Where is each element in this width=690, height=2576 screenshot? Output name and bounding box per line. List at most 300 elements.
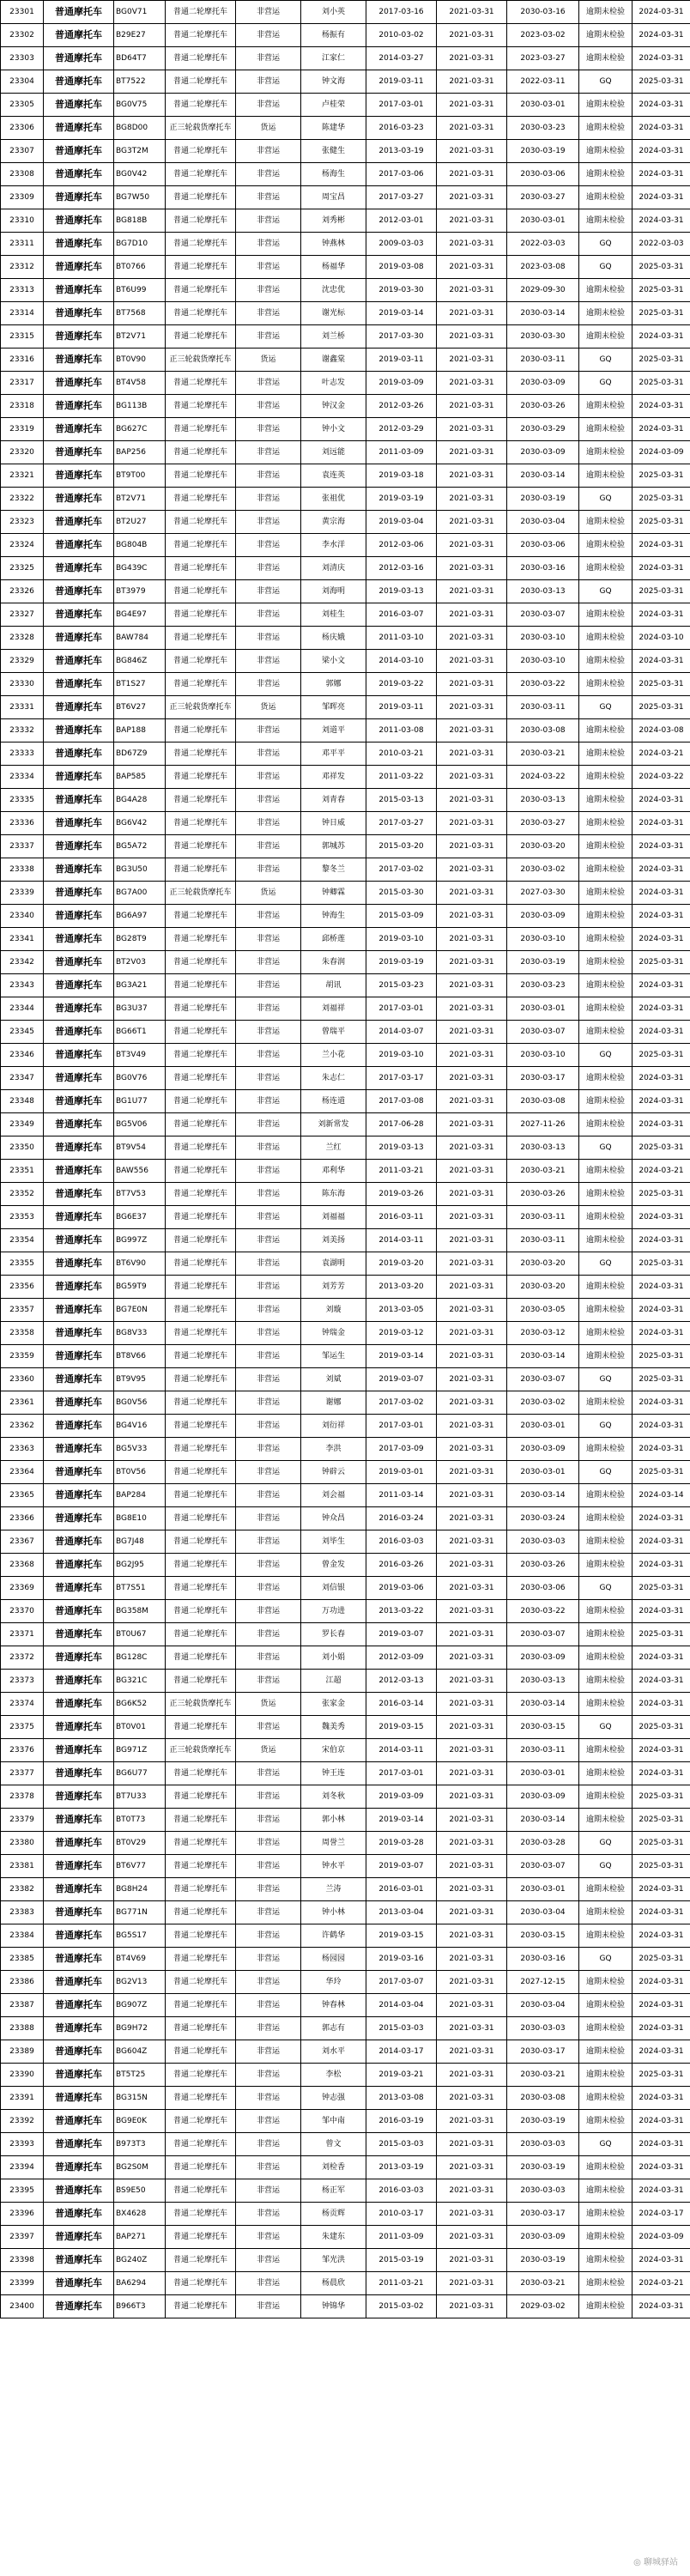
vehicle-model-cell: 普通二轮摩托车 (166, 209, 236, 233)
inspection-date-cell: 2030-03-14 (507, 302, 579, 325)
table-row (1, 997, 690, 1021)
vehicle-type-cell: 普通摩托车 (44, 2040, 114, 2064)
plate-number-cell: BAP585 (114, 766, 166, 789)
deadline-date-cell: 2024-03-31 (632, 1507, 690, 1530)
vehicle-model-cell: 普通二轮摩托车 (166, 1507, 236, 1530)
vehicle-type-cell: 普通摩托车 (44, 372, 114, 395)
table-row (1, 349, 690, 372)
table-row (1, 1415, 690, 1438)
inspection-date-cell: 2030-03-12 (507, 1322, 579, 1345)
status-cell: GQ (579, 696, 632, 719)
owner-name-cell: 杨园园 (301, 1948, 366, 1971)
scrap-date-cell: 2021-03-31 (437, 464, 507, 488)
status-cell: 逾期未检验 (579, 2064, 632, 2087)
table-row (1, 789, 690, 812)
vehicle-model-cell: 普通二轮摩托车 (166, 1438, 236, 1461)
inspection-date-cell: 2030-03-10 (507, 650, 579, 673)
row-number: 23385 (1, 1948, 44, 1971)
usage-nature-cell: 非营运 (236, 1670, 301, 1693)
owner-name-cell: 刘清庆 (301, 557, 366, 580)
table-row (1, 372, 690, 395)
vehicle-type-cell: 普通摩托车 (44, 1855, 114, 1878)
deadline-date-cell: 2025-03-31 (632, 1948, 690, 1971)
inspection-date-cell: 2030-03-21 (507, 742, 579, 766)
inspection-date-cell: 2030-03-06 (507, 534, 579, 557)
scrap-date-cell: 2021-03-31 (437, 580, 507, 603)
usage-nature-cell: 非营运 (236, 1855, 301, 1878)
table-row (1, 1600, 690, 1623)
registration-date-cell: 2019-03-12 (366, 1322, 437, 1345)
row-number: 23330 (1, 673, 44, 696)
vehicle-type-cell: 普通摩托车 (44, 1507, 114, 1530)
status-cell: 逾期未检验 (579, 1206, 632, 1229)
registration-date-cell: 2015-03-13 (366, 789, 437, 812)
status-cell: 逾期未检验 (579, 1924, 632, 1948)
row-number: 23373 (1, 1670, 44, 1693)
deadline-date-cell: 2025-03-31 (632, 1855, 690, 1878)
owner-name-cell: 钟卿霖 (301, 882, 366, 905)
deadline-date-cell: 2024-03-31 (632, 1600, 690, 1623)
usage-nature-cell: 非营运 (236, 974, 301, 997)
inspection-date-cell: 2030-03-08 (507, 2087, 579, 2110)
status-cell: 逾期未检验 (579, 94, 632, 117)
registration-date-cell: 2015-03-03 (366, 2133, 437, 2156)
table-row (1, 1021, 690, 1044)
row-number: 23383 (1, 1901, 44, 1924)
row-number: 23336 (1, 812, 44, 835)
vehicle-type-cell: 普通摩托车 (44, 163, 114, 186)
row-number: 23304 (1, 70, 44, 94)
plate-number-cell: BG4V16 (114, 1415, 166, 1438)
inspection-date-cell: 2030-03-01 (507, 209, 579, 233)
deadline-date-cell: 2024-03-31 (632, 186, 690, 209)
inspection-date-cell: 2030-03-14 (507, 1809, 579, 1832)
scrap-date-cell: 2021-03-31 (437, 256, 507, 279)
plate-number-cell: BG846Z (114, 650, 166, 673)
table-row (1, 511, 690, 534)
plate-number-cell: BG7J48 (114, 1530, 166, 1554)
status-cell: 逾期未检验 (579, 1183, 632, 1206)
plate-number-cell: BT6V77 (114, 1855, 166, 1878)
scrap-date-cell: 2021-03-31 (437, 186, 507, 209)
scrap-date-cell: 2021-03-31 (437, 233, 507, 256)
inspection-date-cell: 2030-03-03 (507, 2133, 579, 2156)
deadline-date-cell: 2024-03-31 (632, 650, 690, 673)
vehicle-type-cell: 普通摩托车 (44, 1878, 114, 1901)
status-cell: GQ (579, 349, 632, 372)
table-row (1, 1206, 690, 1229)
inspection-date-cell: 2030-03-17 (507, 2040, 579, 2064)
plate-number-cell: BG6V42 (114, 812, 166, 835)
usage-nature-cell: 非营运 (236, 233, 301, 256)
plate-number-cell: BG604Z (114, 2040, 166, 2064)
deadline-date-cell: 2025-03-31 (632, 1809, 690, 1832)
status-cell: 逾期未检验 (579, 2110, 632, 2133)
table-row (1, 488, 690, 511)
usage-nature-cell: 非营运 (236, 94, 301, 117)
plate-number-cell: BG113B (114, 395, 166, 418)
inspection-date-cell: 2030-03-09 (507, 1646, 579, 1670)
owner-name-cell: 朱志仁 (301, 1067, 366, 1090)
status-cell: 逾期未检验 (579, 2040, 632, 2064)
row-number: 23348 (1, 1090, 44, 1113)
plate-number-cell: BT2V71 (114, 488, 166, 511)
vehicle-model-cell: 普通二轮摩托车 (166, 557, 236, 580)
plate-number-cell: BT2U27 (114, 511, 166, 534)
deadline-date-cell: 2024-03-31 (632, 2156, 690, 2179)
usage-nature-cell: 非营运 (236, 1577, 301, 1600)
deadline-date-cell: 2024-03-31 (632, 2040, 690, 2064)
registration-date-cell: 2010-03-21 (366, 742, 437, 766)
vehicle-model-cell: 普通二轮摩托车 (166, 1415, 236, 1438)
vehicle-model-cell: 普通二轮摩托车 (166, 1368, 236, 1391)
table-row (1, 2133, 690, 2156)
inspection-date-cell: 2027-03-30 (507, 882, 579, 905)
vehicle-type-cell: 普通摩托车 (44, 766, 114, 789)
registration-date-cell: 2014-03-11 (366, 1739, 437, 1762)
usage-nature-cell: 非营运 (236, 418, 301, 441)
deadline-date-cell: 2024-03-31 (632, 997, 690, 1021)
usage-nature-cell: 货运 (236, 117, 301, 140)
registration-date-cell: 2019-03-13 (366, 1136, 437, 1160)
vehicle-model-cell: 正三轮载货摩托车 (166, 117, 236, 140)
scrap-date-cell: 2021-03-31 (437, 1739, 507, 1762)
status-cell: 逾期未检验 (579, 1299, 632, 1322)
status-cell: 逾期未检验 (579, 1345, 632, 1368)
table-row (1, 2203, 690, 2226)
row-number: 23390 (1, 2064, 44, 2087)
inspection-date-cell: 2030-03-21 (507, 1160, 579, 1183)
plate-number-cell: BT0V29 (114, 1832, 166, 1855)
row-number: 23387 (1, 1994, 44, 2017)
vehicle-model-cell: 普通二轮摩托车 (166, 1832, 236, 1855)
vehicle-type-cell: 普通摩托车 (44, 70, 114, 94)
registration-date-cell: 2019-03-10 (366, 928, 437, 951)
registration-date-cell: 2015-03-02 (366, 2295, 437, 2318)
inspection-date-cell: 2030-03-26 (507, 395, 579, 418)
plate-number-cell: BD67Z9 (114, 742, 166, 766)
table-row (1, 1160, 690, 1183)
registration-date-cell: 2011-03-21 (366, 2272, 437, 2295)
vehicle-type-cell: 普通摩托车 (44, 117, 114, 140)
deadline-date-cell: 2024-03-31 (632, 603, 690, 627)
status-cell: 逾期未检验 (579, 650, 632, 673)
deadline-date-cell: 2024-03-31 (632, 1206, 690, 1229)
scrap-date-cell: 2021-03-31 (437, 1484, 507, 1507)
scrap-date-cell: 2021-03-31 (437, 1113, 507, 1136)
registration-date-cell: 2012-03-09 (366, 1646, 437, 1670)
owner-name-cell: 曾瑞平 (301, 1021, 366, 1044)
plate-number-cell: BT6U99 (114, 279, 166, 302)
vehicle-model-cell: 普通二轮摩托车 (166, 2249, 236, 2272)
owner-name-cell: 钟文海 (301, 70, 366, 94)
registration-date-cell: 2019-03-20 (366, 1252, 437, 1276)
usage-nature-cell: 非营运 (236, 1994, 301, 2017)
scrap-date-cell: 2021-03-31 (437, 882, 507, 905)
registration-date-cell: 2017-03-17 (366, 1067, 437, 1090)
inspection-date-cell: 2030-03-22 (507, 1600, 579, 1623)
inspection-date-cell: 2030-03-07 (507, 1368, 579, 1391)
usage-nature-cell: 非营运 (236, 209, 301, 233)
inspection-date-cell: 2030-03-19 (507, 2110, 579, 2133)
registration-date-cell: 2011-03-08 (366, 719, 437, 742)
table-row (1, 534, 690, 557)
inspection-date-cell: 2030-03-09 (507, 1785, 579, 1809)
usage-nature-cell: 非营运 (236, 627, 301, 650)
vehicle-type-cell: 普通摩托车 (44, 1670, 114, 1693)
inspection-date-cell: 2030-03-28 (507, 1832, 579, 1855)
scrap-date-cell: 2021-03-31 (437, 1438, 507, 1461)
plate-number-cell: BG0V75 (114, 94, 166, 117)
table-row (1, 209, 690, 233)
scrap-date-cell: 2021-03-31 (437, 928, 507, 951)
deadline-date-cell: 2024-03-31 (632, 2249, 690, 2272)
owner-name-cell: 钟春林 (301, 1994, 366, 2017)
inspection-date-cell: 2030-03-23 (507, 974, 579, 997)
status-cell: 逾期未检验 (579, 766, 632, 789)
deadline-date-cell: 2024-03-31 (632, 974, 690, 997)
owner-name-cell: 周誉兰 (301, 1832, 366, 1855)
owner-name-cell: 李松 (301, 2064, 366, 2087)
plate-number-cell: BG315N (114, 2087, 166, 2110)
row-number: 23332 (1, 719, 44, 742)
table-row (1, 905, 690, 928)
inspection-date-cell: 2030-03-01 (507, 997, 579, 1021)
vehicle-model-cell: 普通二轮摩托车 (166, 1484, 236, 1507)
owner-name-cell: 刘桂生 (301, 603, 366, 627)
usage-nature-cell: 非营运 (236, 24, 301, 47)
scrap-date-cell: 2021-03-31 (437, 1507, 507, 1530)
table-row (1, 395, 690, 418)
vehicle-type-cell: 普通摩托车 (44, 1971, 114, 1994)
scrap-date-cell: 2021-03-31 (437, 349, 507, 372)
row-number: 23323 (1, 511, 44, 534)
row-number: 23362 (1, 1415, 44, 1438)
vehicle-type-cell: 普通摩托车 (44, 673, 114, 696)
table-row (1, 1067, 690, 1090)
vehicle-model-cell: 普通二轮摩托车 (166, 1322, 236, 1345)
vehicle-type-cell: 普通摩托车 (44, 1252, 114, 1276)
row-number: 23394 (1, 2156, 44, 2179)
table-row (1, 2017, 690, 2040)
table-row (1, 928, 690, 951)
row-number: 23389 (1, 2040, 44, 2064)
deadline-date-cell: 2024-03-31 (632, 1670, 690, 1693)
registration-date-cell: 2019-03-21 (366, 2064, 437, 2087)
registration-date-cell: 2013-03-04 (366, 1901, 437, 1924)
inspection-date-cell: 2030-03-14 (507, 1345, 579, 1368)
vehicle-type-cell: 普通摩托车 (44, 302, 114, 325)
plate-number-cell: BG3U37 (114, 997, 166, 1021)
plate-number-cell: BG997Z (114, 1229, 166, 1252)
inspection-date-cell: 2030-03-15 (507, 1924, 579, 1948)
vehicle-model-cell: 普通二轮摩托车 (166, 1021, 236, 1044)
status-cell: 逾期未检验 (579, 974, 632, 997)
table-row (1, 1461, 690, 1484)
deadline-date-cell: 2024-03-31 (632, 94, 690, 117)
row-number: 23384 (1, 1924, 44, 1948)
status-cell: 逾期未检验 (579, 1507, 632, 1530)
row-number: 23382 (1, 1878, 44, 1901)
owner-name-cell: 邹中南 (301, 2110, 366, 2133)
vehicle-type-cell: 普通摩托车 (44, 650, 114, 673)
vehicle-model-cell: 普通二轮摩托车 (166, 2064, 236, 2087)
vehicle-model-cell: 普通二轮摩托车 (166, 835, 236, 858)
inspection-date-cell: 2030-03-03 (507, 2179, 579, 2203)
vehicle-model-cell: 普通二轮摩托车 (166, 812, 236, 835)
usage-nature-cell: 非营运 (236, 1160, 301, 1183)
table-row (1, 1113, 690, 1136)
usage-nature-cell: 非营运 (236, 1809, 301, 1832)
status-cell: GQ (579, 1136, 632, 1160)
vehicle-type-cell: 普通摩托车 (44, 580, 114, 603)
inspection-date-cell: 2030-03-13 (507, 1670, 579, 1693)
vehicle-model-cell: 普通二轮摩托车 (166, 2017, 236, 2040)
inspection-date-cell: 2030-03-01 (507, 1762, 579, 1785)
vehicle-type-cell: 普通摩托车 (44, 325, 114, 349)
usage-nature-cell: 非营运 (236, 1924, 301, 1948)
inspection-date-cell: 2030-03-19 (507, 488, 579, 511)
row-number: 23367 (1, 1530, 44, 1554)
row-number: 23380 (1, 1832, 44, 1855)
owner-name-cell: 钟瑞金 (301, 1322, 366, 1345)
plate-number-cell: BT9T00 (114, 464, 166, 488)
table-row (1, 1855, 690, 1878)
usage-nature-cell: 非营运 (236, 673, 301, 696)
registration-date-cell: 2013-03-05 (366, 1299, 437, 1322)
deadline-date-cell: 2024-03-31 (632, 2110, 690, 2133)
owner-name-cell: 兰小花 (301, 1044, 366, 1067)
scrap-date-cell: 2021-03-31 (437, 1762, 507, 1785)
status-cell: GQ (579, 1415, 632, 1438)
plate-number-cell: BG7W50 (114, 186, 166, 209)
plate-number-cell: BG8H24 (114, 1878, 166, 1901)
table-row (1, 1670, 690, 1693)
inspection-date-cell: 2030-03-11 (507, 1739, 579, 1762)
status-cell: 逾期未检验 (579, 1276, 632, 1299)
status-cell: GQ (579, 1855, 632, 1878)
vehicle-model-cell: 普通二轮摩托车 (166, 974, 236, 997)
plate-number-cell: BG28T9 (114, 928, 166, 951)
plate-number-cell: BAP284 (114, 1484, 166, 1507)
vehicle-type-cell: 普通摩托车 (44, 1646, 114, 1670)
plate-number-cell: BG7D10 (114, 233, 166, 256)
owner-name-cell: 钟众昌 (301, 1507, 366, 1530)
scrap-date-cell: 2021-03-31 (437, 1160, 507, 1183)
vehicle-type-cell: 普通摩托车 (44, 1090, 114, 1113)
scrap-date-cell: 2021-03-31 (437, 1391, 507, 1415)
registration-date-cell: 2016-03-26 (366, 1554, 437, 1577)
registration-date-cell: 2015-03-19 (366, 2249, 437, 2272)
owner-name-cell: 张祖优 (301, 488, 366, 511)
scrap-date-cell: 2021-03-31 (437, 1948, 507, 1971)
owner-name-cell: 刘兰桥 (301, 325, 366, 349)
status-cell: 逾期未检验 (579, 2087, 632, 2110)
plate-number-cell: BG6K52 (114, 1693, 166, 1716)
usage-nature-cell: 非营运 (236, 2226, 301, 2249)
inspection-date-cell: 2030-03-13 (507, 789, 579, 812)
owner-name-cell: 邹光洪 (301, 2249, 366, 2272)
vehicle-type-cell: 普通摩托车 (44, 1716, 114, 1739)
deadline-date-cell: 2024-03-31 (632, 1299, 690, 1322)
scrap-date-cell: 2021-03-31 (437, 1855, 507, 1878)
vehicle-type-cell: 普通摩托车 (44, 488, 114, 511)
owner-name-cell: 兰涛 (301, 1878, 366, 1901)
registration-date-cell: 2013-03-22 (366, 1600, 437, 1623)
row-number: 23375 (1, 1716, 44, 1739)
status-cell: 逾期未检验 (579, 1391, 632, 1415)
scrap-date-cell: 2021-03-31 (437, 1901, 507, 1924)
scrap-date-cell: 2021-03-31 (437, 1670, 507, 1693)
status-cell: 逾期未检验 (579, 673, 632, 696)
vehicle-type-cell: 普通摩托车 (44, 464, 114, 488)
deadline-date-cell: 2024-03-31 (632, 835, 690, 858)
status-cell: GQ (579, 488, 632, 511)
usage-nature-cell: 非营运 (236, 2179, 301, 2203)
usage-nature-cell: 货运 (236, 1739, 301, 1762)
owner-name-cell: 刘小娟 (301, 1646, 366, 1670)
status-cell: GQ (579, 580, 632, 603)
scrap-date-cell: 2021-03-31 (437, 395, 507, 418)
row-number: 23334 (1, 766, 44, 789)
vehicle-type-cell: 普通摩托车 (44, 395, 114, 418)
vehicle-type-cell: 普通摩托车 (44, 1160, 114, 1183)
deadline-date-cell: 2024-03-09 (632, 2226, 690, 2249)
usage-nature-cell: 非营运 (236, 1021, 301, 1044)
usage-nature-cell: 非营运 (236, 1484, 301, 1507)
inspection-date-cell: 2030-03-06 (507, 1577, 579, 1600)
table-row (1, 974, 690, 997)
inspection-date-cell: 2030-03-16 (507, 1, 579, 24)
usage-nature-cell: 非营运 (236, 858, 301, 882)
vehicle-model-cell: 普通二轮摩托车 (166, 372, 236, 395)
registration-date-cell: 2016-03-11 (366, 1206, 437, 1229)
usage-nature-cell: 非营运 (236, 997, 301, 1021)
row-number: 23395 (1, 2179, 44, 2203)
vehicle-model-cell: 正三轮载货摩托车 (166, 696, 236, 719)
vehicle-type-cell: 普通摩托车 (44, 1021, 114, 1044)
vehicle-model-cell: 普通二轮摩托车 (166, 997, 236, 1021)
vehicle-model-cell: 普通二轮摩托车 (166, 94, 236, 117)
registration-date-cell: 2017-03-01 (366, 1762, 437, 1785)
inspection-date-cell: 2030-03-11 (507, 1229, 579, 1252)
scrap-date-cell: 2021-03-31 (437, 2064, 507, 2087)
usage-nature-cell: 非营运 (236, 1229, 301, 1252)
owner-name-cell: 黄宗海 (301, 511, 366, 534)
status-cell: 逾期未检验 (579, 1067, 632, 1090)
vehicle-model-cell: 普通二轮摩托车 (166, 441, 236, 464)
usage-nature-cell: 非营运 (236, 557, 301, 580)
inspection-date-cell: 2030-03-10 (507, 928, 579, 951)
usage-nature-cell: 非营运 (236, 742, 301, 766)
status-cell: 逾期未检验 (579, 1971, 632, 1994)
inspection-date-cell: 2030-03-17 (507, 2203, 579, 2226)
vehicle-type-cell: 普通摩托车 (44, 2249, 114, 2272)
owner-name-cell: 郭城苏 (301, 835, 366, 858)
deadline-date-cell: 2025-03-31 (632, 1623, 690, 1646)
registration-date-cell: 2019-03-07 (366, 1368, 437, 1391)
inspection-date-cell: 2030-03-07 (507, 1855, 579, 1878)
inspection-date-cell: 2030-03-02 (507, 858, 579, 882)
owner-name-cell: 曾金发 (301, 1554, 366, 1577)
registration-date-cell: 2017-03-27 (366, 186, 437, 209)
usage-nature-cell: 非营运 (236, 186, 301, 209)
inspection-date-cell: 2030-03-07 (507, 1623, 579, 1646)
registration-date-cell: 2017-03-07 (366, 1971, 437, 1994)
owner-name-cell: 刘福福 (301, 1206, 366, 1229)
scrap-date-cell: 2021-03-31 (437, 812, 507, 835)
row-number: 23305 (1, 94, 44, 117)
